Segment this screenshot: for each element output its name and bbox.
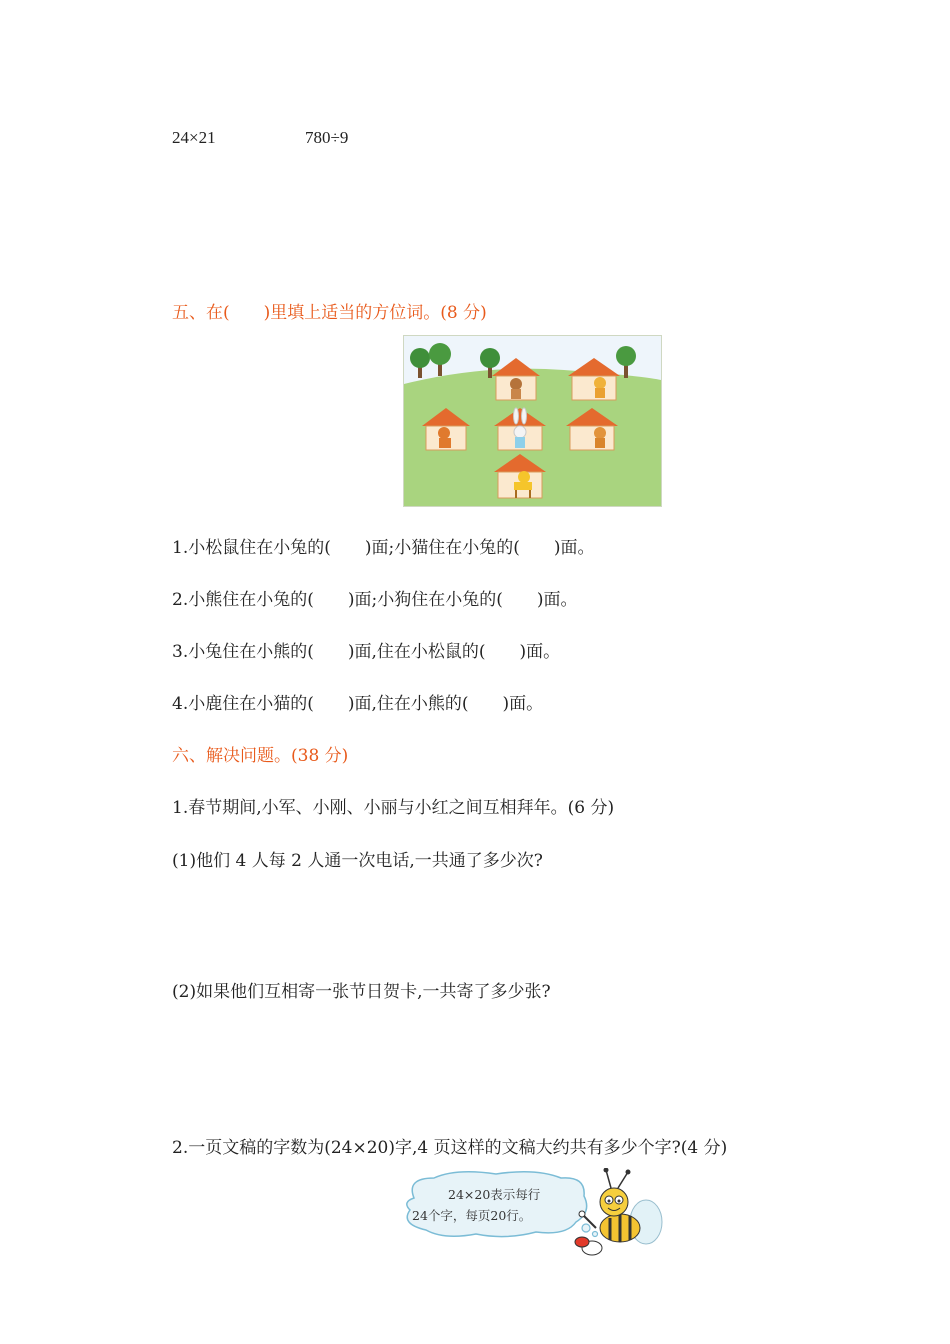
question-5-4: 4.小鹿住在小猫的( )面,住在小熊的( )面。 — [172, 694, 544, 714]
speech-cloud — [407, 1172, 598, 1237]
question-6-1a: (1)他们 4 人每 2 人通一次电话,一共通了多少次? — [172, 851, 543, 871]
calc-expr-2: 780÷9 — [305, 128, 349, 147]
bubble-line-2: 24个字，每页20行。 — [412, 1208, 532, 1223]
bubble-line-1: 24×20表示每行 — [448, 1187, 541, 1202]
question-5-1: 1.小松鼠住在小兔的( )面;小猫住在小兔的( )面。 — [172, 538, 595, 558]
scene-illustration — [404, 336, 661, 506]
section5-title: 五、在( )里填上适当的方位词。(8 分) — [172, 303, 487, 323]
question-6-2: 2.一页文稿的字数为(24×20)字,4 页这样的文稿大约共有多少个字?(4 分) — [172, 1138, 728, 1158]
question-6-1: 1.春节期间,小军、小刚、小丽与小红之间互相拜年。(6 分) — [172, 798, 615, 818]
calc-expr-1: 24×21 — [172, 128, 216, 147]
section6-title: 六、解决问题。(38 分) — [172, 746, 349, 766]
animal-houses-scene — [403, 335, 662, 507]
question-5-2: 2.小熊住在小兔的( )面;小狗住在小兔的( )面。 — [172, 590, 578, 610]
bee-hint-illustration — [396, 1168, 666, 1264]
question-6-1b: (2)如果他们互相寄一张节日贺卡,一共寄了多少张? — [172, 982, 551, 1002]
bee-icon — [575, 1168, 662, 1255]
question-5-3: 3.小兔住在小熊的( )面,住在小松鼠的( )面。 — [172, 642, 561, 662]
